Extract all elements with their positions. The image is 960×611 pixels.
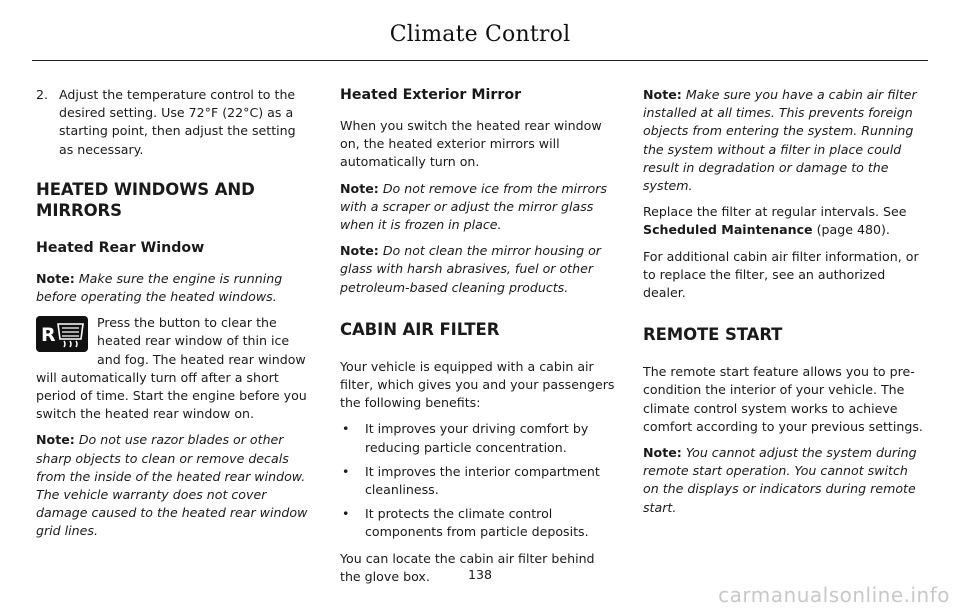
column-middle <box>340 86 618 594</box>
page-number: 138 <box>467 567 493 582</box>
note-razor-blades <box>36 431 312 540</box>
step-number: 2. <box>36 87 49 102</box>
note-mirror-cleaning <box>340 242 618 297</box>
mirror-paragraph: When you switch the heated rear window on, the heated exterior mirrors will automatically turn on. <box>340 118 602 170</box>
note-text: Do not use razor blades or other sharp objects to clean or remove decals from the inside of the heated rear window. The vehicle warranty does not cover damage caused to the heated rear window grid lines. <box>36 432 308 539</box>
note-text: Do not clean the mirror housing or glass with harsh abrasives, fuel or other petroleum-based cleaning products. <box>340 243 601 295</box>
column-left <box>36 86 312 549</box>
replace-text: Replace the filter at regular intervals. See <box>643 204 907 220</box>
section-heading-cabin-air-filter: CABIN AIR FILTER <box>340 319 500 339</box>
note-text: You cannot adjust the system during remote start operation. You cannot switch on the displays or indicators during remote start. <box>643 445 917 515</box>
subheading-heated-exterior-mirror: Heated Exterior Mirror <box>340 87 522 103</box>
list-item-text: It protects the climate control components from particle deposits. <box>365 506 589 540</box>
filter-location: You can locate the cabin air filter behind the glove box. <box>340 550 595 584</box>
filter-intro: Your vehicle is equipped with a cabin air filter, which gives you and your passengers the following benefits: <box>340 358 615 411</box>
list-item <box>340 420 618 456</box>
list-item <box>340 463 618 499</box>
note-filter-installed <box>643 86 925 195</box>
bullet-icon: • <box>342 463 350 479</box>
numbered-step <box>36 86 312 159</box>
subheading-heated-rear-window: Heated Rear Window <box>36 239 205 256</box>
section-heading-heated-windows: HEATED WINDOWS AND MIRRORS <box>36 179 255 220</box>
note-label: Note: <box>36 432 75 448</box>
step-text: Adjust the temperature control to the desired setting. Use 72°F (22°C) as a starting point, then adjust the setting as necessary. <box>59 87 296 157</box>
section-heading-remote-start: REMOTE START <box>643 325 783 345</box>
page-reference: (page 480). <box>812 222 890 238</box>
note-label: Note: <box>643 87 682 102</box>
dealer-paragraph: For additional cabin air filter information, or to replace the filter, see an authorized dealer. <box>643 248 919 301</box>
svg-text:R: R <box>41 324 56 347</box>
column-right <box>643 86 925 525</box>
note-label: Note: <box>643 445 682 461</box>
scheduled-maintenance-link[interactable]: Scheduled Maintenance <box>643 222 813 238</box>
note-text: Make sure the engine is running before operating the heated windows. <box>36 270 283 305</box>
replace-filter-paragraph <box>643 203 925 239</box>
note-label: Note: <box>36 270 75 286</box>
benefits-list <box>340 420 618 541</box>
note-mirror-ice <box>340 180 618 235</box>
header-divider <box>32 60 928 61</box>
note-text: Do not remove ice from the mirrors with a scraper or adjust the mirror glass when it is frozen in place. <box>340 180 607 233</box>
rear-window-instruction <box>36 314 312 423</box>
bullet-icon: • <box>342 421 350 437</box>
note-engine-running <box>36 270 312 306</box>
list-item-text: It improves the interior compartment cleanliness. <box>365 463 600 498</box>
list-item-text: It improves your driving comfort by reducing particle concentration. <box>365 421 589 455</box>
bullet-icon: • <box>342 506 350 522</box>
list-item <box>340 505 618 541</box>
note-text: Make sure you have a cabin air filter installed at all times. This prevents foreign objects from entering the system. Running the system without a filter in place could result in degradation or damage to the system. <box>643 87 917 194</box>
press-button-text: Press the button to clear the heated rear window of thin ice and fog. The heated rear window will automatically turn off after a short period of time. Start the engine before you switch the heated rear window on. <box>36 315 307 422</box>
remote-start-paragraph: The remote start feature allows you to pre-condition the interior of your vehicle. The climate control system works to achieve comfort according to your previous settings. <box>643 364 923 434</box>
note-remote-start <box>643 444 925 517</box>
rear-window-defrost-icon <box>36 316 88 352</box>
note-label: Note: <box>340 243 379 259</box>
watermark-text: carmanualsonline.info <box>718 583 950 607</box>
page-title: Climate Control <box>389 22 571 47</box>
note-label: Note: <box>340 180 379 196</box>
